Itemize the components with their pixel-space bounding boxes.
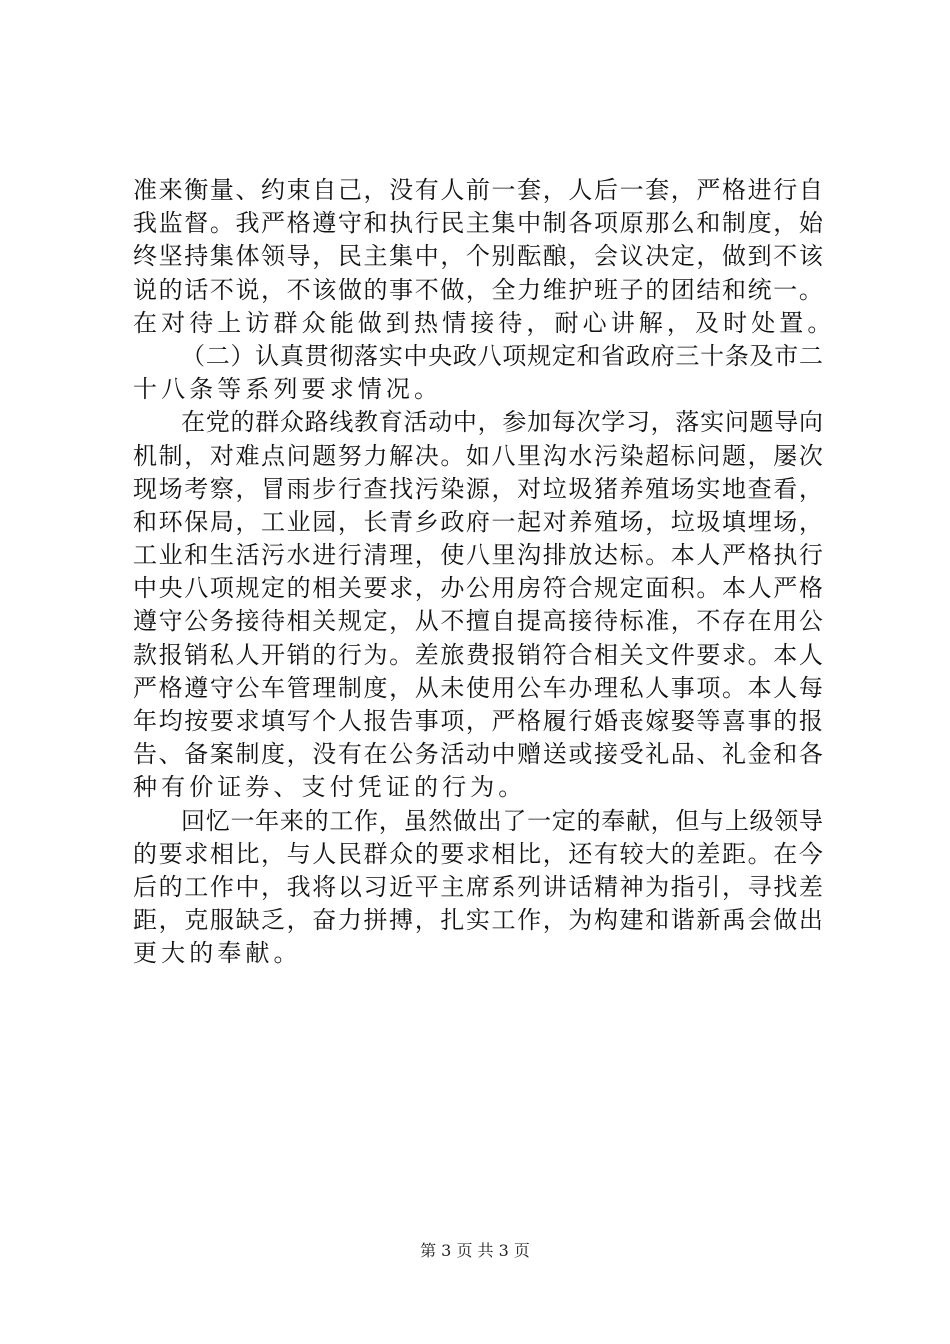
text-line: 中 央 八 项 规 定 的 相 关 要 求 ， 办 公 用 房 符 合 规 定 面 积 。 本 人 严 格 <box>133 574 823 603</box>
text-line: 在 党 的 群 众 路 线 教 育 活 动 中 ， 参 加 每 次 学 习 ， 落 实 问 题 导 向 <box>181 408 823 437</box>
text-line: 款 报 销 私 人 开 销 的 行 为 。 差 旅 费 报 销 符 合 相 关 文 件 要 求 。 本 人 <box>133 640 823 669</box>
text-line: 距 ， 克 服 缺 乏 ， 奋 力 拼 搏 ， 扎 实 工 作 ， 为 构 建 和 谐 新 禹 会 做 出 <box>133 906 823 935</box>
text-line: 终 坚 持 集 体 领 导 ， 民 主 集 中 ， 个 别 酝 酿 ， 会 议 决 定 ， 做 到 不 该 <box>133 242 823 271</box>
text-line: 准 来 衡 量 、 约 束 自 己 ， 没 有 人 前 一 套 ， 人 后 一 套 ， 严 格 进 行 自 <box>133 176 823 204</box>
section-heading-line: （ 二 ） 认 真 贯 彻 落 实 中 央 政 八 项 规 定 和 省 政 府 三 十 条 及 市 二 <box>181 341 823 370</box>
page-number-footer: 第 3 页 共 3 页 <box>420 1241 530 1260</box>
document-body <box>133 174 836 971</box>
text-line: 的 要 求 相 比 ， 与 人 民 群 众 的 要 求 相 比 ， 还 有 较 大 的 差 距 。 在 今 <box>133 839 823 868</box>
text-line: 遵 守 公 务 接 待 相 关 规 定 ， 从 不 擅 自 提 高 接 待 标 准 ， 不 存 在 用 公 <box>133 607 823 636</box>
text-line: 和 环 保 局 ， 工 业 园 ， 长 青 乡 政 府 一 起 对 养 殖 场 ， 垃 圾 填 埋 场 ， <box>133 507 823 536</box>
text-line: 后 的 工 作 中 ， 我 将 以 习 近 平 主 席 系 列 讲 话 精 神 为 指 引 ， 寻 找 差 <box>133 872 823 901</box>
text-line: 告 、 备 案 制 度 ， 没 有 在 公 务 活 动 中 赠 送 或 接 受 礼 品 、 礼 金 和 各 <box>133 740 823 769</box>
text-line: 更大的奉献。 <box>133 939 302 968</box>
text-line: 年 均 按 要 求 填 写 个 人 报 告 事 项 ， 严 格 履 行 婚 丧 嫁 娶 等 喜 事 的 报 <box>133 707 823 735</box>
text-line: 说 的 话 不 说 ， 不 该 做 的 事 不 做 ， 全 力 维 护 班 子 的 团 结 和 统 一 。 <box>133 275 823 304</box>
text-line: 机 制 ， 对 难 点 问 题 努 力 解 决 。 如 八 里 沟 水 污 染 超 标 问 题 ， 屡 次 <box>133 441 823 470</box>
section-heading-line: 十八条等系列要求情况。 <box>133 375 443 404</box>
text-line: 在对待上访群众能做到热情接待，耐心讲解，及时处置。 <box>133 308 836 337</box>
text-line: 现 场 考 察 ， 冒 雨 步 行 查 找 污 染 源 ， 对 垃 圾 猪 养 殖 场 实 地 查 看 ， <box>133 474 823 503</box>
text-line: 我 监 督 。 我 严 格 遵 守 和 执 行 民 主 集 中 制 各 项 原 那 么 和 制 度 ， 始 <box>133 209 823 238</box>
text-line: 回 忆 一 年 来 的 工 作 ， 虽 然 做 出 了 一 定 的 奉 献 ， 但 与 上 级 领 导 <box>181 806 823 835</box>
text-line: 种有价证券、支付凭证的行为。 <box>133 773 527 802</box>
text-line: 严 格 遵 守 公 车 管 理 制 度 ， 从 未 使 用 公 车 办 理 私 人 事 项 。 本 人 每 <box>133 673 823 702</box>
text-line: 工 业 和 生 活 污 水 进 行 清 理 ， 使 八 里 沟 排 放 达 标 。 本 人 严 格 执 行 <box>133 541 823 570</box>
